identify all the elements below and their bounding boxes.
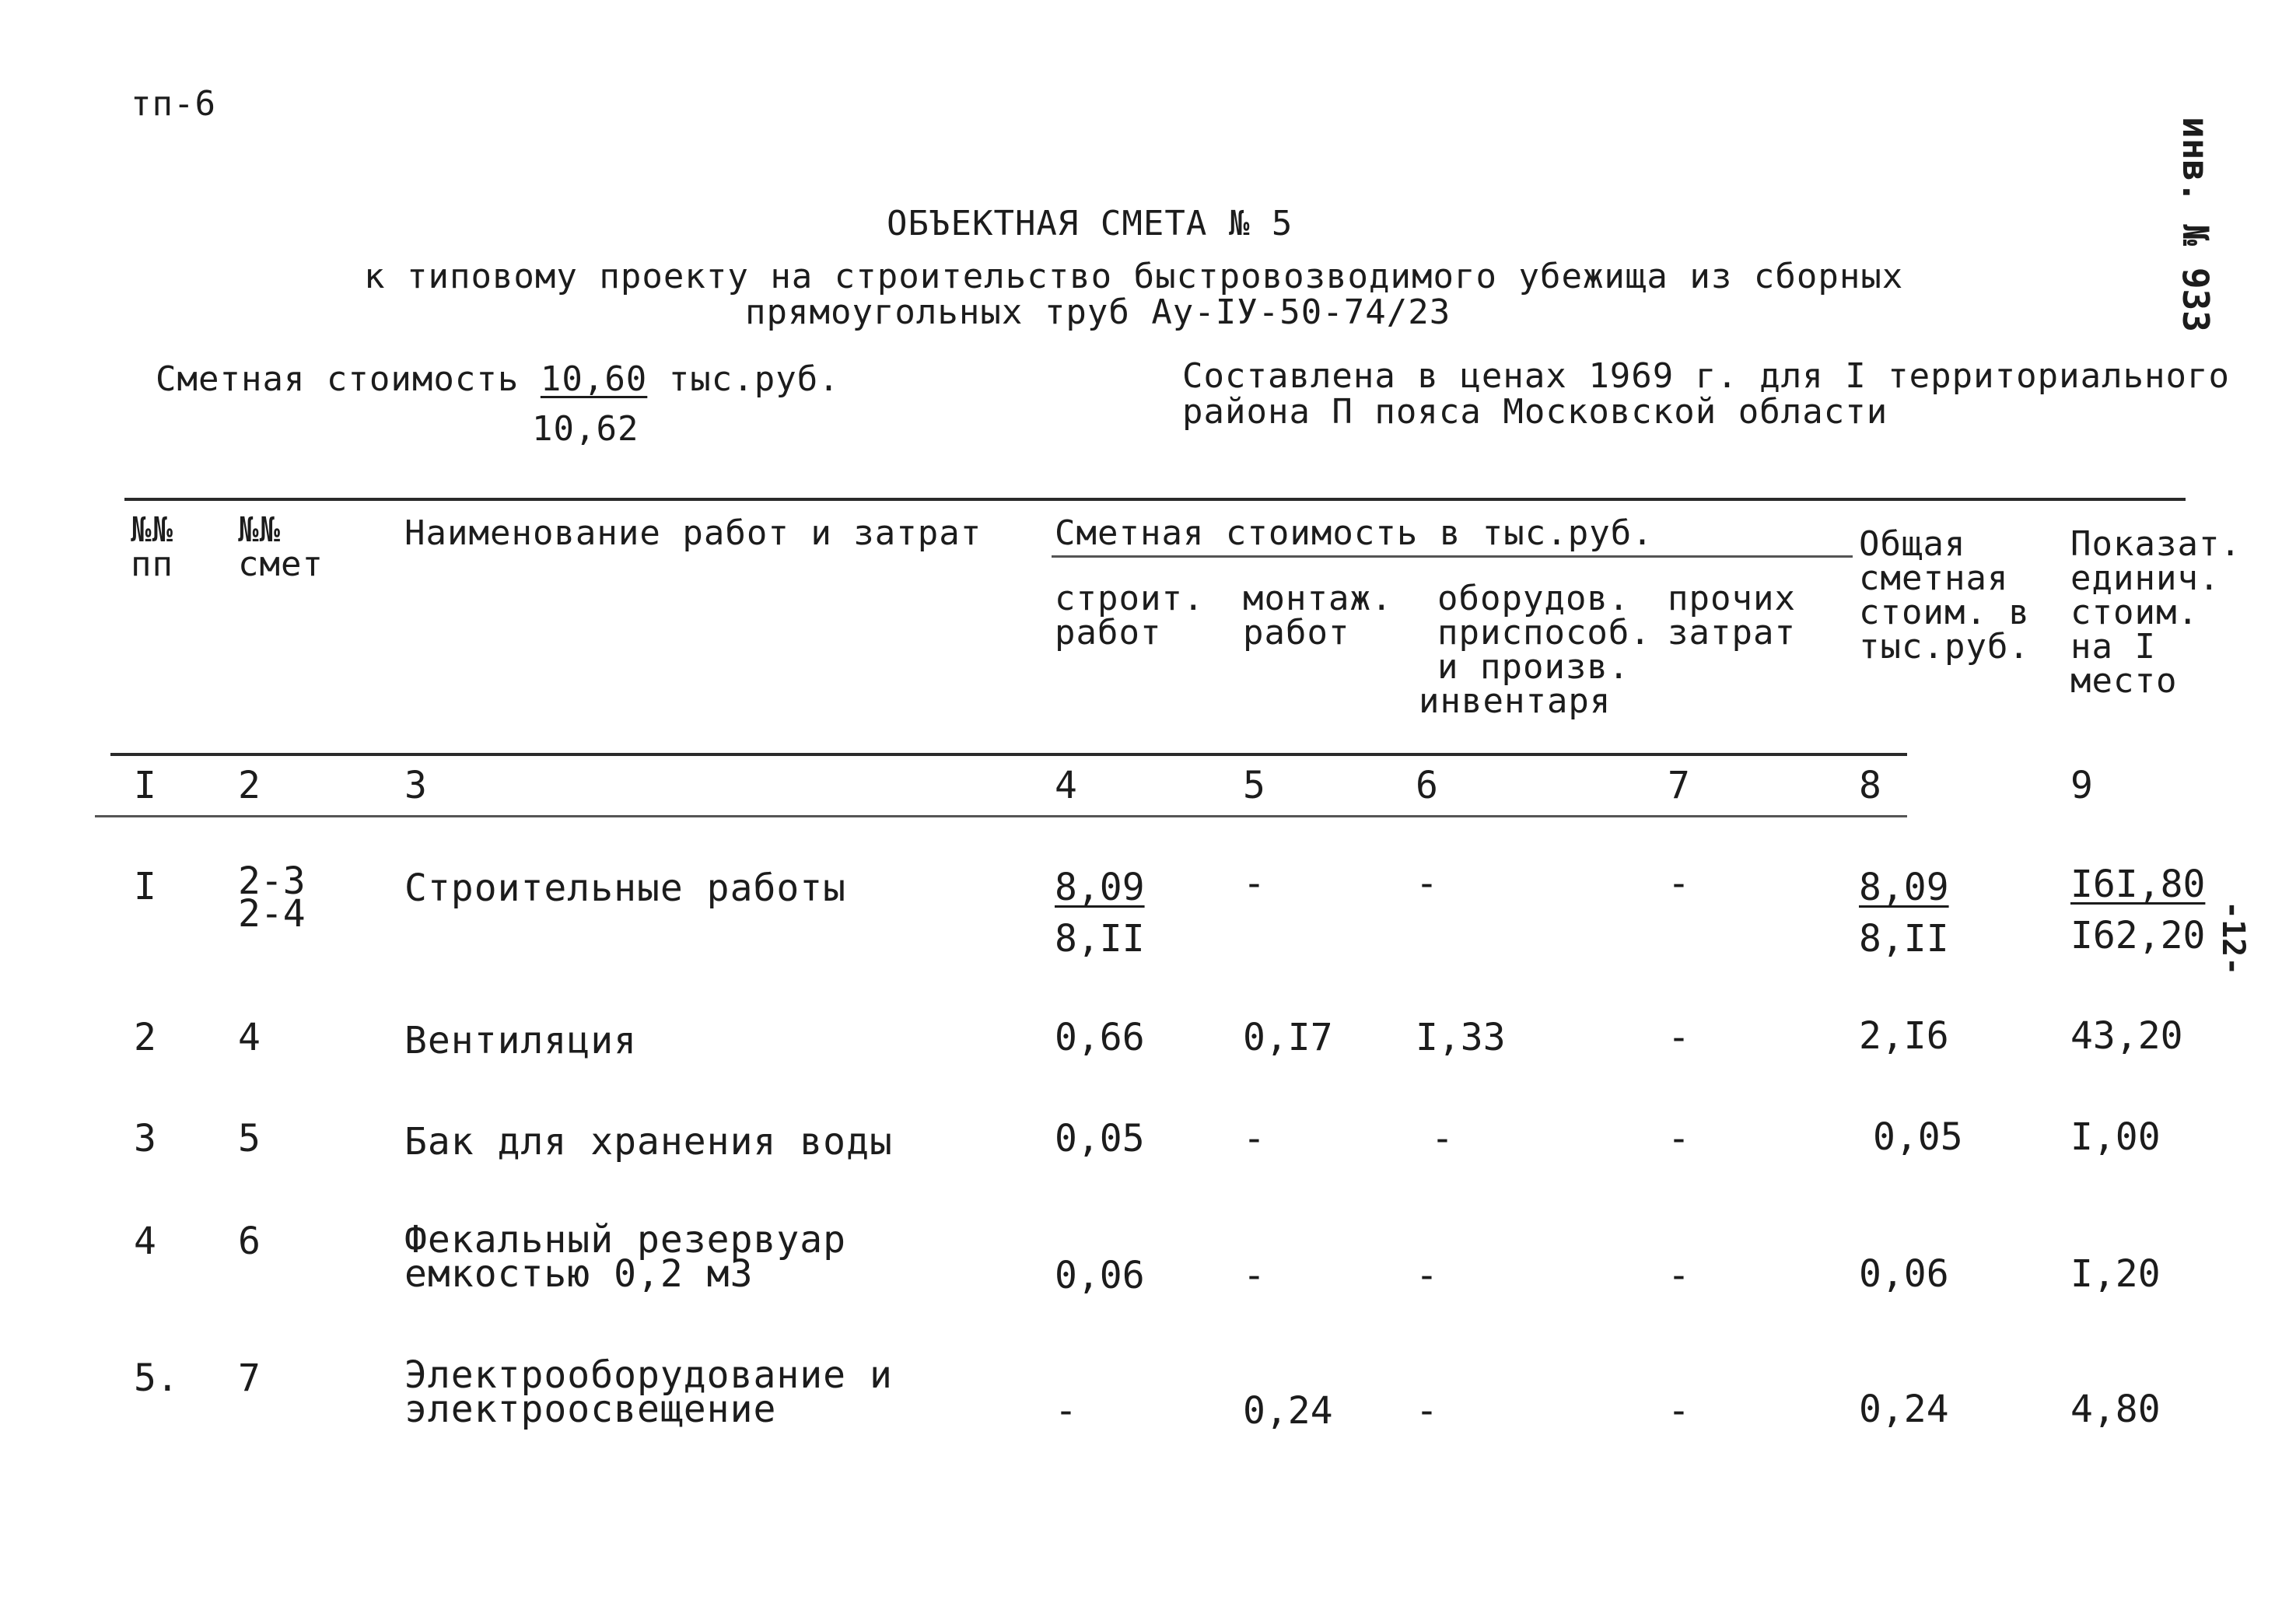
header-col-estimate-number: №№ смет bbox=[238, 510, 324, 584]
column-number: 5 bbox=[1243, 764, 1265, 807]
estimated-cost-line bbox=[156, 359, 840, 399]
column-number: 3 bbox=[404, 764, 427, 807]
row-equipment-cost: I,33 bbox=[1416, 1016, 1506, 1059]
row-installation-cost: - bbox=[1243, 1117, 1265, 1160]
estimated-cost-value: 10,60 bbox=[540, 359, 648, 399]
column-number: I bbox=[134, 764, 156, 807]
column-number: 7 bbox=[1668, 764, 1690, 807]
group-header-rule bbox=[1052, 555, 1853, 558]
row-construction-cost: 0,66 bbox=[1055, 1016, 1145, 1059]
header-col-installation: монтаж. работ bbox=[1243, 579, 1393, 653]
header-col-total: Общая сметная стоим. в тыс.руб. bbox=[1859, 524, 2030, 667]
row-construction-cost: 0,06 bbox=[1055, 1254, 1145, 1297]
row-total-cost: 0,05 bbox=[1873, 1115, 1963, 1159]
header-col-work-name: Наименование работ и затрат bbox=[404, 513, 982, 553]
header-col-other: прочих затрат bbox=[1668, 579, 1796, 653]
row-construction-cost: 0,05 bbox=[1055, 1117, 1145, 1160]
header-col-number: №№ пп bbox=[131, 510, 173, 584]
row-work-name: Фекальный резервуар емкостью 0,2 м3 bbox=[404, 1218, 847, 1296]
row-unit-indicator: 43,20 bbox=[2070, 1014, 2183, 1058]
inventory-number: инв. № 933 bbox=[2175, 117, 2217, 332]
column-number: 4 bbox=[1055, 764, 1077, 807]
header-col-equipment: оборудов. приспособ. и произв. инвентаря bbox=[1419, 579, 1651, 721]
column-number: 9 bbox=[2070, 764, 2093, 807]
table-top-rule bbox=[124, 498, 2186, 501]
header-bottom-rule bbox=[110, 753, 1907, 756]
estimated-cost-unit: тыс.руб. bbox=[668, 359, 840, 399]
row-other-cost: - bbox=[1668, 1254, 1690, 1297]
row-estimate-number: 2-3 2-4 bbox=[238, 859, 306, 936]
page-number: -12- bbox=[2215, 901, 2251, 976]
row-equipment-cost: - bbox=[1416, 862, 1438, 905]
row-unit-indicator: 4,80 bbox=[2070, 1388, 2161, 1431]
row-work-name: Вентиляция bbox=[404, 1019, 637, 1062]
row-total-cost: 0,06 bbox=[1859, 1252, 1949, 1296]
row-estimate-number: 6 bbox=[238, 1220, 261, 1263]
row-installation-cost: 0,I7 bbox=[1243, 1016, 1333, 1059]
row-other-cost: - bbox=[1668, 862, 1690, 905]
row-total-cost: 8,09 8,II bbox=[1859, 866, 1949, 961]
document-subtitle-line-1: к типовому проекту на строительство быстровозводимого убежища из сборных bbox=[364, 257, 1904, 296]
row-number: 4 bbox=[134, 1220, 156, 1263]
row-construction-cost: - bbox=[1055, 1389, 1077, 1433]
row-equipment-cost: - bbox=[1416, 1389, 1438, 1433]
row-unit-indicator: I6I,80 I62,20 bbox=[2070, 863, 2206, 957]
estimated-cost-corrected: 10,62 bbox=[532, 409, 639, 449]
row-unit-indicator: I,20 bbox=[2070, 1252, 2161, 1296]
row-equipment-cost: - bbox=[1431, 1117, 1454, 1160]
row-other-cost: - bbox=[1668, 1016, 1690, 1059]
column-numbers-rule bbox=[95, 815, 1907, 817]
row-estimate-number: 5 bbox=[238, 1117, 261, 1160]
compiled-note-line-2: района П пояса Московской области bbox=[1182, 392, 1888, 432]
row-other-cost: - bbox=[1668, 1117, 1690, 1160]
row-number: 5. bbox=[134, 1356, 179, 1400]
row-estimate-number: 7 bbox=[238, 1356, 261, 1400]
document-code: тп-6 bbox=[131, 84, 216, 124]
header-group-estimated-cost: Сметная стоимость в тыс.руб. bbox=[1055, 513, 1654, 553]
row-installation-cost: - bbox=[1243, 1254, 1265, 1297]
column-number: 2 bbox=[238, 764, 261, 807]
row-unit-indicator: I,00 bbox=[2070, 1115, 2161, 1159]
compiled-note-line-1: Составлена в ценах 1969 г. для I территориального bbox=[1182, 356, 2231, 396]
row-work-name: Бак для хранения воды bbox=[404, 1120, 893, 1164]
document-subtitle-line-2: прямоугольных труб Ау-IУ-50-74/23 bbox=[745, 292, 1451, 332]
header-col-unit-indicator: Показат. единич. стоим. на I место bbox=[2070, 524, 2242, 701]
row-number: I bbox=[134, 865, 156, 908]
row-equipment-cost: - bbox=[1416, 1254, 1438, 1297]
row-number: 3 bbox=[134, 1117, 156, 1160]
row-installation-cost: 0,24 bbox=[1243, 1389, 1333, 1433]
row-construction-cost: 8,09 8,II bbox=[1055, 866, 1145, 961]
header-col-construction: строит. работ bbox=[1055, 579, 1205, 653]
row-installation-cost: - bbox=[1243, 862, 1265, 905]
row-other-cost: - bbox=[1668, 1389, 1690, 1433]
row-estimate-number: 4 bbox=[238, 1016, 261, 1059]
row-work-name: Электрооборудование и электроосвещение bbox=[404, 1353, 893, 1431]
row-work-name: Строительные работы bbox=[404, 866, 847, 910]
column-number: 6 bbox=[1416, 764, 1438, 807]
row-number: 2 bbox=[134, 1016, 156, 1059]
row-total-cost: 0,24 bbox=[1859, 1388, 1949, 1431]
estimated-cost-label: Сметная стоимость bbox=[156, 359, 520, 399]
row-total-cost: 2,I6 bbox=[1859, 1014, 1949, 1058]
column-number: 8 bbox=[1859, 764, 1881, 807]
document-title: ОБЪЕКТНАЯ СМЕТА № 5 bbox=[887, 204, 1293, 243]
